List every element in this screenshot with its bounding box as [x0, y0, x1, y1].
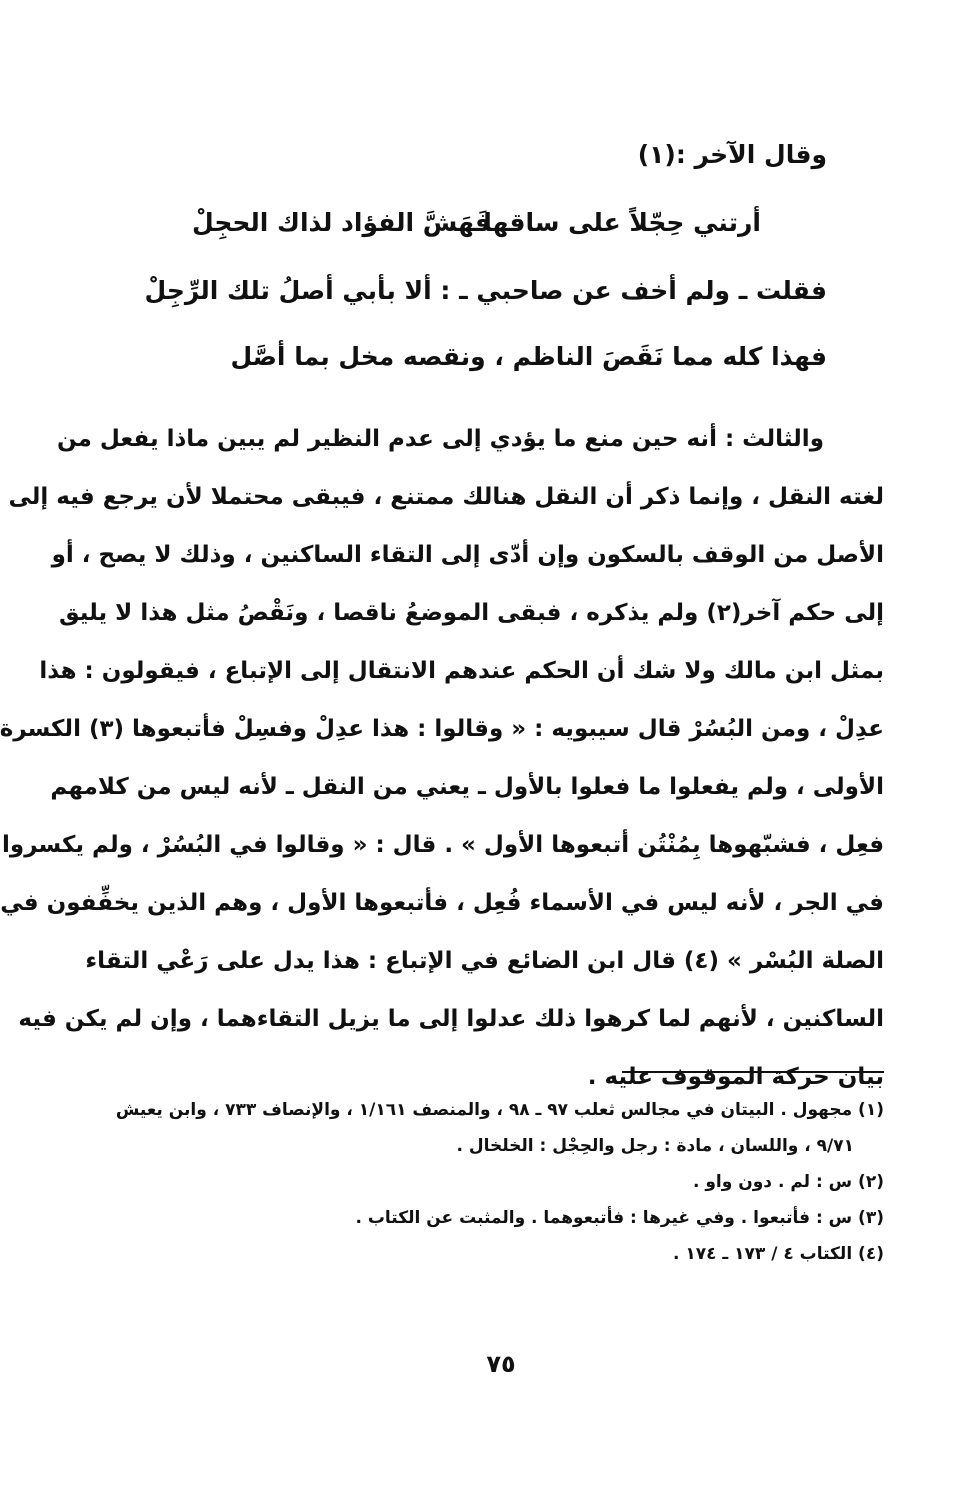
- body-line: الأولى ، ولم يفعلوا ما فعلوا بالأول ـ يعني من النقل ـ لأنه ليس من كلامهم: [50, 774, 884, 800]
- body-line: لغته النقل ، وإنما ذكر أن النقل هنالك ممتنع ، فيبقى محتملا لأن يرجع فيه إلى: [8, 484, 884, 510]
- footnote-1-continuation: ٩/٧١ ، واللسان ، مادة : رجل والحِجْل : الخلخال .: [456, 1136, 854, 1156]
- body-line: إلى حكم آخر(٢) ولم يذكره ، فبقى الموضعُ ناقصا ، ونَقْصُ مثل هذا لا يليق: [59, 600, 884, 626]
- body-line: عدِلْ ، ومن البُسُرْ قال سيبويه : « وقالوا : هذا عدِلْ وفسِلْ فأتبعوها (٣) الكسرة: [0, 716, 884, 742]
- footnote-1: (١) مجهول . البيتان في مجالس ثعلب ٩٧ ـ ٩٨ ، والمنصف ١/١٦١ ، والإنصاف ٧٣٣ ، وابن يعيش: [115, 1100, 884, 1120]
- verse-intro: وقال الآخر :(١): [637, 140, 827, 169]
- body-line: الساكنين ، لأنهم لما كرهوا ذلك عدلوا إلى ما يزيل التقاءهما ، وإن لم يكن فيه: [18, 1006, 884, 1032]
- body-line: الصلة البُسْر » (٤) قال ابن الضائع في الإتباع : هذا يدل على رَعْي التقاء: [85, 948, 884, 974]
- body-line: بمثل ابن مالك ولا شك أن الحكم عندهم الانتقال إلى الإتباع ، فيقولون : هذا: [39, 658, 884, 684]
- body-line: في الجر ، لأنه ليس في الأسماء فُعِل ، فأتبعوها الأول ، وهم الذين يخفِّفون في: [0, 890, 884, 916]
- footnote-3: (٣) س : فأتبعوا . وفي غيرها : فأتبعوهما . والمثبت عن الكتاب .: [355, 1208, 884, 1228]
- verse-1-first-hemistich: أرتني حِجّلاً على ساقها: [483, 208, 761, 237]
- body-paragraph: [0, 410, 884, 1106]
- body-line: الأصل من الوقف بالسكون وإن أدّى إلى التقاء الساكنين ، وذلك لا يصح ، أو: [51, 542, 884, 568]
- page-number: ٧٥: [486, 1350, 516, 1378]
- footnote-divider: [622, 1071, 884, 1073]
- footnote-4: (٤) الكتاب ٤ / ١٧٣ ـ ١٧٤ .: [672, 1244, 884, 1264]
- verse-1-second-hemistich: فَهَشَّ الفؤاد لذاك الحجِلْ: [192, 208, 491, 237]
- footnotes: [104, 1092, 884, 1272]
- body-line: فعِل ، فشبّهوها بِمُنْتُن أتبعوها الأول » . قال : « وقالوا في البُسُرْ ، ولم يكسروا: [2, 832, 884, 858]
- verse-2: فقلت ـ ولم أخف عن صاحبي ـ : ألا بأبي أصلُ تلك الرِّجِلْ: [144, 276, 827, 305]
- body-line: بيان حركة الموقوف عليه .: [587, 1064, 884, 1090]
- footnote-2: (٢) س : لم . دون واو .: [692, 1172, 884, 1192]
- summary-line: فهذا كله مما نَقَصَ الناظم ، ونقصه مخل بما أصَّل: [230, 342, 827, 371]
- body-line: والثالث : أنه حين منع ما يؤدي إلى عدم النظير لم يبين ماذا يفعل من: [56, 426, 824, 452]
